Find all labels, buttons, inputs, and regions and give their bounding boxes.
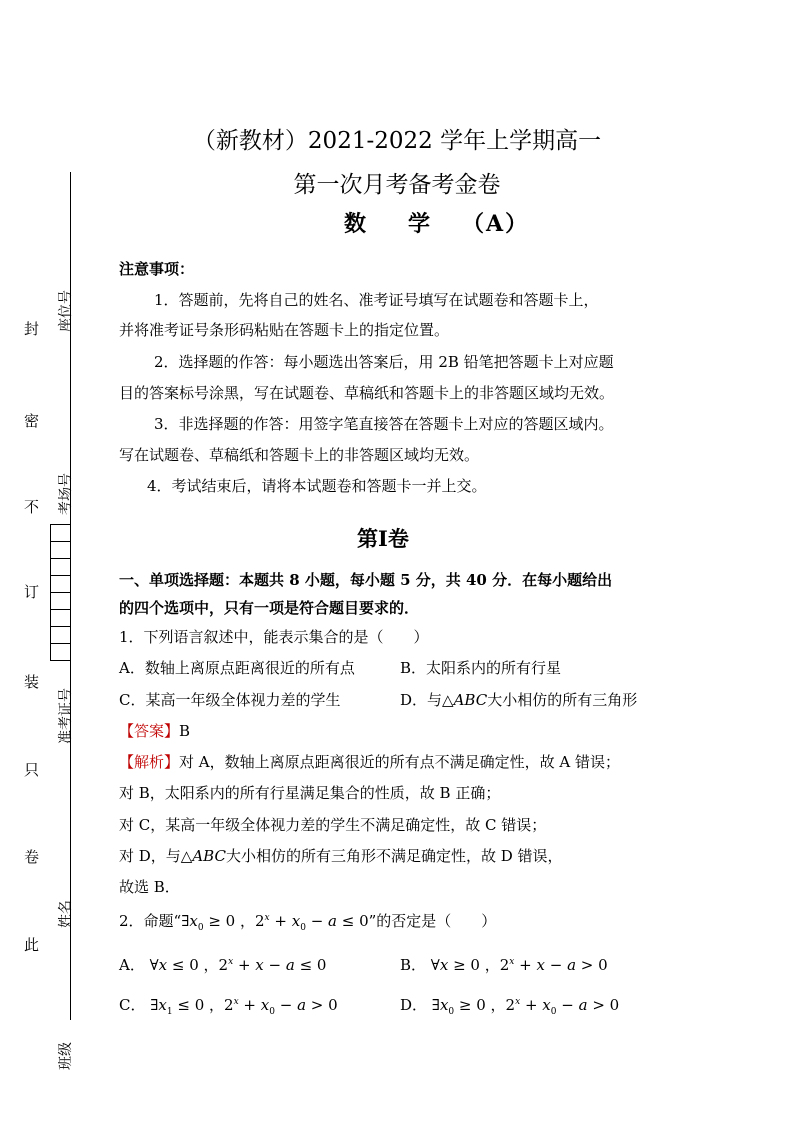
q1-answer <box>119 720 190 741</box>
q2-option-a: A． ∀x ≤ 0 ，$2^x + x - a \le 0$ <box>119 956 327 974</box>
q1-option-b: B．太阳系内的所有行星 <box>400 659 562 677</box>
grid-line <box>50 524 51 660</box>
seat-number-label: 座位号 <box>58 290 74 332</box>
analysis4-post: 大小相仿的所有三角形不满足确定性，故 D 错误， <box>225 847 563 865</box>
grid-line <box>50 609 70 610</box>
q1-option-d-pre: D．与△ <box>400 691 454 709</box>
notice-item3-line2: 写在试题卷、草稿纸和答题卡上的非答题区域均无效。 <box>119 446 480 464</box>
seal-char-2: 密 <box>24 412 40 430</box>
q2-stem-pre: 2．命题“ <box>119 912 182 930</box>
part1-line1: 一、单项选择题：本题共 8 小题，每小题 5 分，共 40 分．在每小题给出 <box>119 571 613 589</box>
notice-item4: 4．考试结束后，请将本试题卷和答题卡一并上交。 <box>147 477 487 495</box>
notice-heading: 注意事项： <box>119 260 195 278</box>
exam-room-label: 考场号 <box>58 473 74 515</box>
q2-stem <box>119 910 496 933</box>
seal-char-6: 只 <box>24 761 40 779</box>
grid-line <box>50 524 70 525</box>
title-line2: 第一次月考备考金卷 <box>293 172 501 198</box>
grid-line <box>50 575 70 576</box>
q1-analysis-line2: 对 B，太阳系内的所有行星满足集合的性质，故 B 正确； <box>119 784 501 802</box>
analysis-text: 对 A，数轴上离原点距离很近的所有点不满足确定性，故 A 错误； <box>179 753 620 771</box>
seal-char-1: 封 <box>24 320 40 338</box>
q1-analysis-line1 <box>119 751 620 772</box>
q2-option-c: C． $\exists x_1 \le 0$ ，$2^x + x_0 - a > 0$ <box>119 996 338 1017</box>
q2-option-b: B． ∀x ≥ 0 ，$2^x + x - a > 0$ <box>400 956 608 974</box>
grid-line <box>50 643 70 644</box>
q1-option-a: A．数轴上离原点距离很近的所有点 <box>119 659 355 677</box>
subject-char2: 学 <box>408 211 433 237</box>
q2-option-d: D． $\exists x_0 \ge 0$ ，$2^x + x_0 - a > 0$ <box>400 996 620 1017</box>
grid-line <box>50 660 70 661</box>
answer-value: B <box>179 722 191 740</box>
grid-line <box>50 541 70 542</box>
part1-line2: 的四个选项中，只有一项是符合题目要求的． <box>119 599 420 617</box>
notice-item2-line2: 目的答案标号涂黑，写在试题卷、草稿纸和答题卡上的非答题区域均无效。 <box>119 384 615 402</box>
section-title: 第Ⅰ卷 <box>357 526 409 551</box>
title-line1: （新教材）2021-2022 学年上学期高一 <box>192 128 602 154</box>
seal-char-3: 不 <box>24 498 40 516</box>
q1-option-d <box>400 689 637 710</box>
seal-char-4: 订 <box>24 583 40 601</box>
name-label: 姓名 <box>58 900 74 928</box>
grid-line <box>50 558 70 559</box>
q2-stem-post: ”的否定是（ ） <box>368 912 497 930</box>
q2-formula: $\exists x_0 \ge 0$ ，$2^x + x_0 - a \le 0$ <box>181 912 369 933</box>
seal-char-8: 此 <box>24 936 40 954</box>
q1-stem: 1．下列语言叙述中，能表示集合的是（ ） <box>119 628 429 646</box>
q1-option-d-post: 大小相仿的所有三角形 <box>487 691 638 709</box>
admission-number-label: 准考证号 <box>58 688 74 744</box>
q1-option-c: C．某高一年级全体视力差的学生 <box>119 691 341 709</box>
answer-tag: 【答案】 <box>119 722 180 740</box>
grid-line <box>50 626 70 627</box>
notice-item1-line1: 1．答题前，先将自己的姓名、准考证号填写在试题卷和答题卡上， <box>154 291 599 309</box>
notice-item1-line2: 并将准考证号条形码粘贴在答题卡上的指定位置。 <box>119 321 450 339</box>
subject-char1: 数 <box>344 211 369 237</box>
seal-char-7: 卷 <box>24 848 40 866</box>
analysis-tag: 【解析】 <box>119 753 180 771</box>
q1-analysis-line5: 故选 B． <box>119 878 180 896</box>
variant-label: （A） <box>462 211 530 237</box>
grid-line <box>50 592 70 593</box>
q1-analysis-line3: 对 C，某高一年级全体视力差的学生不满足确定性，故 C 错误； <box>119 816 547 834</box>
q1-analysis-line4 <box>119 845 563 866</box>
notice-item3-line1: 3．非选择题的作答：用签字笔直接答在答题卡上对应的答题区域内。 <box>154 415 614 433</box>
seal-char-5: 装 <box>24 673 40 691</box>
q1-option-d-var: ABC <box>453 691 488 709</box>
analysis4-var: ABC <box>192 847 226 865</box>
notice-item2-line1: 2．选择题的作答：每小题选出答案后，用 2B 铅笔把答题卡上对应题 <box>154 353 614 371</box>
analysis4-pre: 对 D，与△ <box>119 847 193 865</box>
class-label: 班级 <box>58 1042 74 1070</box>
subject-title <box>344 207 529 238</box>
